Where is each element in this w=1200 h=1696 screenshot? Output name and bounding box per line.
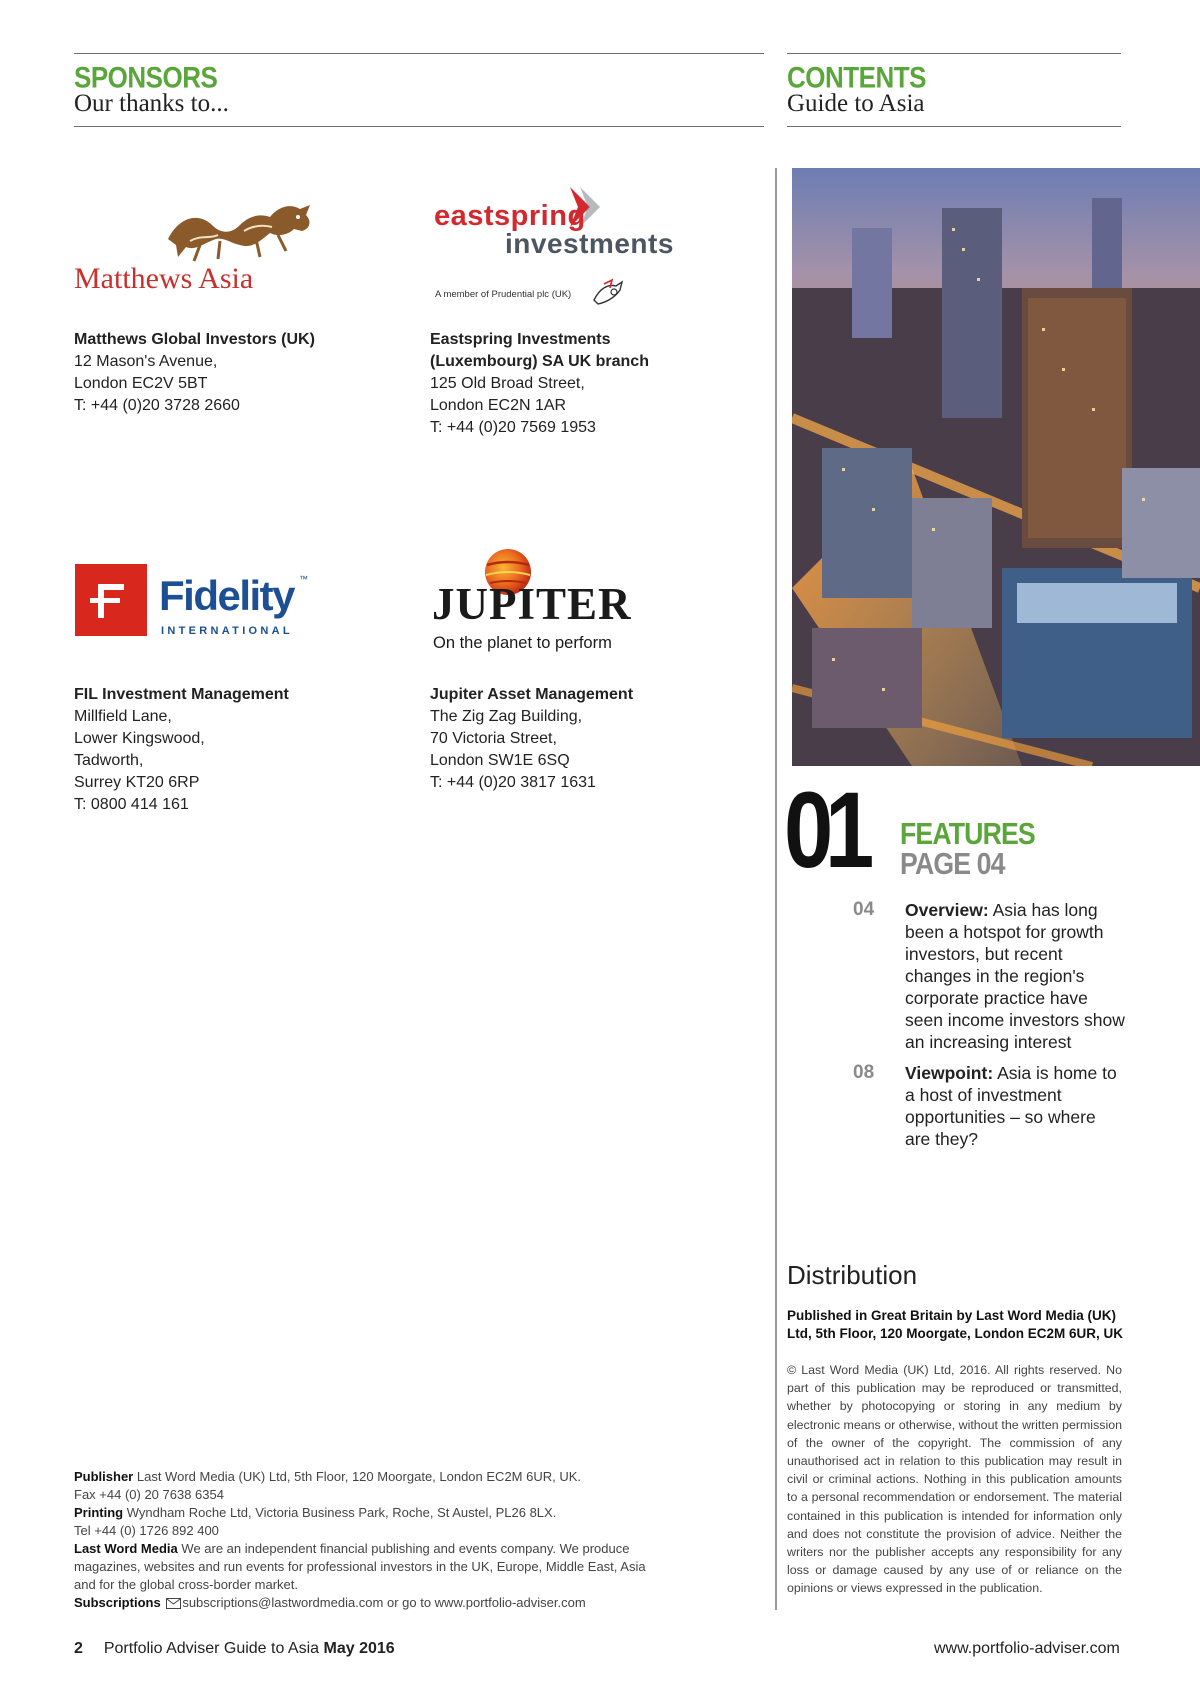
toc-entry-title: Viewpoint: bbox=[905, 1063, 994, 1083]
footer-website[interactable]: www.portfolio-adviser.com bbox=[934, 1640, 1120, 1657]
sponsors-subheading: Our thanks to... bbox=[74, 90, 229, 117]
sponsor-name-cont: (Luxembourg) SA UK branch bbox=[430, 353, 649, 370]
distribution-heading: Distribution bbox=[787, 1260, 918, 1290]
toc-entry-text: Asia has long been a hotspot for growth investors, but recent changes in the region's corporate practice have seen income investors show an increasing interest bbox=[905, 900, 1125, 1052]
eastspring-wordmark: eastspring bbox=[434, 200, 586, 232]
address-line: 125 Old Broad Street, bbox=[430, 375, 585, 392]
sponsor-fidelity-address bbox=[74, 684, 289, 816]
sponsors-bottom-rule bbox=[74, 126, 764, 127]
sponsor-jupiter-address bbox=[430, 684, 633, 794]
fidelity-wordmark: Fidelity bbox=[159, 572, 295, 619]
fidelity-logo-block bbox=[75, 564, 147, 636]
prudential-tagline: A member of Prudential plc (UK) bbox=[435, 289, 572, 300]
fax-line: Fax +44 (0) 20 7638 6354 bbox=[74, 1487, 224, 1502]
phone-line: T: +44 (0)20 3728 2660 bbox=[74, 397, 240, 414]
subscriptions-text[interactable]: subscriptions@lastwordmedia.com or go to www.portfolio-adviser.com bbox=[182, 1595, 586, 1610]
toc-entry-text: Asia is home to a host of investment opportunities – so where are they? bbox=[905, 1063, 1117, 1149]
toc-entry-overview[interactable] bbox=[905, 899, 1125, 1053]
issue-date: May 2016 bbox=[323, 1640, 395, 1657]
sponsor-matthews-address bbox=[74, 329, 315, 417]
page-number: 2 bbox=[74, 1640, 83, 1657]
column-divider bbox=[775, 168, 777, 1610]
prudential-britannia-icon bbox=[590, 278, 626, 311]
fidelity-mark-top bbox=[98, 584, 124, 590]
section-title: FEATURES bbox=[900, 816, 1035, 851]
fidelity-trademark: ™ bbox=[299, 574, 308, 584]
contents-subheading: Guide to Asia bbox=[787, 90, 925, 117]
jupiter-wordmark: JUPITER bbox=[432, 579, 632, 629]
address-line: The Zig Zag Building, bbox=[430, 708, 583, 725]
printing-text: Wyndham Roche Ltd, Victoria Business Park, Roche, St Austel, PL26 8LX. bbox=[126, 1505, 557, 1520]
investments-wordmark: investments bbox=[505, 228, 674, 259]
lwm-text: We are an independent financial publishing and events company. We produce bbox=[181, 1541, 630, 1556]
fidelity-mark-bar bbox=[90, 598, 120, 603]
contents-top-rule bbox=[787, 53, 1121, 54]
address-line: 70 Victoria Street, bbox=[430, 730, 557, 747]
distribution-published bbox=[787, 1307, 1123, 1343]
address-line: Surrey KT20 6RP bbox=[74, 774, 200, 791]
phone-line: T: +44 (0)20 7569 1953 bbox=[430, 419, 596, 436]
toc-entry-viewpoint[interactable] bbox=[905, 1062, 1125, 1150]
contents-heading: CONTENTS bbox=[787, 60, 926, 95]
matthews-asia-wordmark: Matthews Asia bbox=[74, 262, 254, 295]
sponsor-name: Jupiter Asset Management bbox=[430, 686, 634, 703]
sponsor-name: Matthews Global Investors (UK) bbox=[74, 331, 315, 348]
publication-name: Portfolio Adviser Guide to Asia bbox=[103, 1640, 320, 1657]
sponsor-eastspring-address bbox=[430, 329, 649, 439]
lwm-label: Last Word Media bbox=[74, 1541, 178, 1556]
section-page: PAGE 04 bbox=[900, 846, 1005, 881]
dragon-icon bbox=[160, 195, 320, 267]
address-line: Tadworth, bbox=[74, 752, 144, 769]
address-line: London SW1E 6SQ bbox=[430, 752, 570, 769]
toc-page-number: 08 bbox=[853, 1062, 875, 1083]
imprint-block bbox=[74, 1468, 714, 1612]
sponsors-top-rule bbox=[74, 53, 764, 54]
distribution-legal-text: © Last Word Media (UK) Ltd, 2016. All rights reserved. No part of this publication may be reproduced or transmitted, whether by photocopying or storing in any medium by electronic means or otherwise, without the written permission of the owner of the copyright. The commission of any unauthorised act in relation to this publication may result in civil or criminal actions. Nothing in this publication amounts to a personal recommendation or endorsement. The material contained in this publication is intended for information only and does not constitute the provision of advice. Neither the writers nor the publisher accepts any responsibility for any loss or damage caused by any use of or reliance on the opinions or views expressed in the publication. bbox=[787, 1363, 1122, 1596]
lwm-text: magazines, websites and run events for professional investors in the UK, Europe, Middle East, Asia bbox=[74, 1559, 646, 1574]
address-line: London EC2V 5BT bbox=[74, 375, 208, 392]
printing-label: Printing bbox=[74, 1505, 124, 1520]
asia-city-photo bbox=[792, 168, 1200, 766]
sponsors-heading: SPONSORS bbox=[74, 60, 218, 95]
envelope-icon bbox=[166, 1598, 181, 1609]
tel-line: Tel +44 (0) 1726 892 400 bbox=[74, 1523, 219, 1538]
sponsor-name: FIL Investment Management bbox=[74, 686, 289, 703]
sponsor-name: Eastspring Investments bbox=[430, 331, 611, 348]
address-line: Millfield Lane, bbox=[74, 708, 172, 725]
fidelity-international-label: INTERNATIONAL bbox=[161, 625, 293, 637]
jupiter-tagline: On the planet to perform bbox=[433, 634, 612, 652]
publisher-label: Publisher bbox=[74, 1469, 134, 1484]
matthews-asia-logo bbox=[160, 195, 320, 272]
subscriptions-label: Subscriptions bbox=[74, 1595, 161, 1610]
footer-left bbox=[74, 1640, 395, 1658]
section-number: 01 bbox=[784, 769, 867, 890]
address-line: 12 Mason's Avenue, bbox=[74, 353, 218, 370]
toc-entry-title: Overview: bbox=[905, 900, 989, 920]
lwm-text: and for the global cross-border market. bbox=[74, 1577, 298, 1592]
address-line: London EC2N 1AR bbox=[430, 397, 567, 414]
address-line: Lower Kingswood, bbox=[74, 730, 205, 747]
phone-line: T: +44 (0)20 3817 1631 bbox=[430, 774, 596, 791]
published-line: Published in Great Britain by Last Word Media (UK) bbox=[787, 1308, 1117, 1323]
contents-bottom-rule bbox=[787, 126, 1121, 127]
phone-line: T: 0800 414 161 bbox=[74, 796, 189, 813]
publisher-text: Last Word Media (UK) Ltd, 5th Floor, 120 Moorgate, London EC2M 6UR, UK. bbox=[136, 1469, 582, 1484]
published-line: Ltd, 5th Floor, 120 Moorgate, London EC2M 6UR, UK bbox=[787, 1326, 1124, 1341]
toc-page-number: 04 bbox=[853, 899, 875, 920]
